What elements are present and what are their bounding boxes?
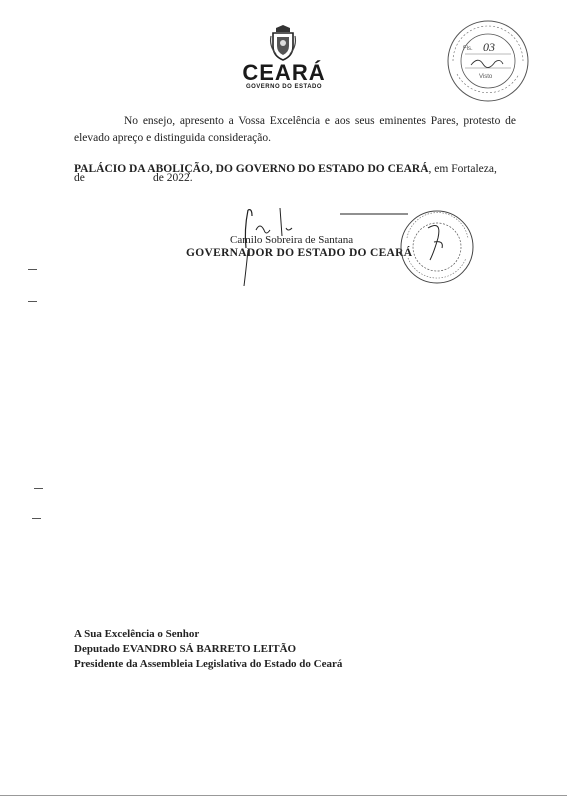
- addressee-block: [74, 627, 342, 672]
- date-year: de 2022.: [153, 172, 193, 184]
- closing-paragraph-text: No ensejo, apresento a Vossa Excelência e aos seus eminentes Pares, protesto de elevado apreço e distinguida consideração.: [74, 115, 516, 144]
- margin-mark: [32, 518, 41, 519]
- state-name: CEARÁ: [242, 60, 326, 85]
- protocol-date-label: Visto: [479, 74, 493, 80]
- date-line: [74, 170, 274, 187]
- place-city: , em Fortaleza,: [428, 163, 497, 175]
- state-coat-of-arms: [268, 24, 298, 62]
- footer-divider: [0, 795, 567, 796]
- date-de: de: [74, 172, 85, 184]
- addressee-line-1: A Sua Excelência o Senhor: [74, 628, 200, 640]
- pge-stamp: [398, 208, 476, 286]
- closing-paragraph: [74, 113, 516, 147]
- addressee-line-3: Presidente da Assembleia Legislativa do Estado do Ceará: [74, 658, 343, 670]
- place-name: PALÁCIO DA ABOLIÇÃO, DO GOVERNO DO ESTADO DO CEARÁ: [74, 163, 429, 175]
- margin-mark: [34, 488, 43, 489]
- government-subtitle: GOVERNO DO ESTADO: [245, 84, 323, 90]
- addressee-line-2: Deputado EVANDRO SÁ BARRETO LEITÃO: [74, 643, 297, 655]
- signatory-title: GOVERNADOR DO ESTADO DO CEARÁ: [186, 247, 413, 259]
- signatory-name: Camilo Sobreira de Santana: [230, 234, 354, 246]
- protocol-folio-value: 03: [483, 40, 495, 54]
- margin-mark: [28, 269, 37, 270]
- margin-mark: [28, 301, 37, 302]
- protocol-stamp: [445, 18, 531, 104]
- protocol-folio-label: Fls.: [463, 46, 473, 52]
